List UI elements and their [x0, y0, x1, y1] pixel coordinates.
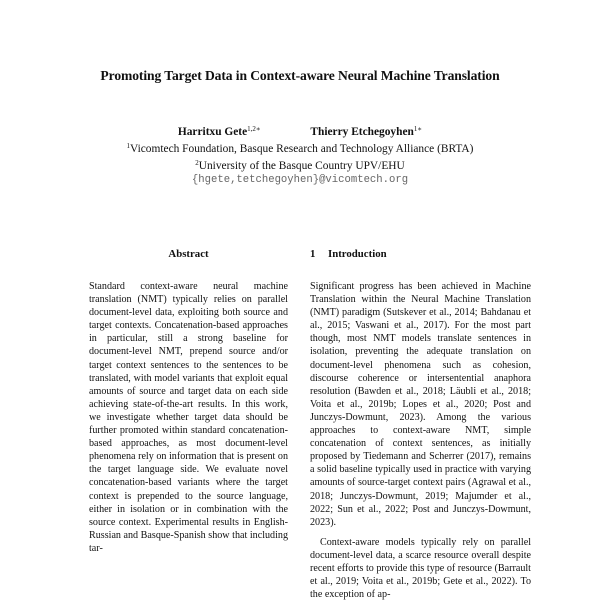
- paragraph: Context-aware models typically rely on parallel document-level data, a scarce resource overall despite recent efforts to provide this type of resource (Barrault et al., 2019; Voita et al., 2019b; Gete et al., 2022). To the exception of ap-: [310, 536, 531, 600]
- section-number: 1: [310, 248, 316, 260]
- author-affil-mark: 1∗: [413, 125, 423, 133]
- author-name: Thierry Etchegoyhen: [310, 126, 414, 138]
- author-names: [0, 122, 600, 139]
- abstract-text: Standard context-aware neural machine translation (NMT) typically relies on parallel document-level data, exploiting both source and target contexts. Concatenation-based approaches in particular, still a strong baseline for document-level NMT, prepend source and/or target context sentences to the sentences to be translated, with model variants that exploit equal amounts of source and target data on each side achieving state-of-the-art results. In this work, we investigate whether target data should be further promoted within standard concatenation-based approaches, as most document-level phenomena rely on information that is present on the target language side. We evaluate novel concatenation-based variants where the target context is prepended to the source language, either in isolation or in combination with the source context. Experimental results in English-Russian and Basque-Spanish show that including tar-: [89, 281, 288, 554]
- affiliation-line: [0, 139, 600, 156]
- affiliation-text: Vicomtech Foundation, Basque Research and Technology Alliance (BRTA): [130, 143, 474, 155]
- affiliation-text: University of the Basque Country UPV/EHU: [198, 160, 405, 172]
- affiliation-mark: 1: [126, 142, 131, 150]
- abstract-heading: Abstract: [168, 248, 209, 260]
- paper-title: Promoting Target Data in Context-aware Neural Machine Translation: [100, 68, 500, 83]
- section-heading: [310, 248, 387, 260]
- section-title: Introduction: [328, 248, 387, 260]
- affiliation-mark: 2: [195, 159, 199, 167]
- introduction-body: [310, 280, 531, 600]
- author-affil-mark: 1,2∗: [247, 125, 261, 133]
- author-block: [0, 122, 600, 187]
- paragraph: Significant progress has been achieved in Machine Translation within the Neural Machine Translation (NMT) paradigm (Sutskever et al., 2014; Bahdanau et al., 2015; Vaswani et al., 2017). For the most part though, most NMT models translate sentences in isolation, preventing the adequate translation on document-level phenomena such as cohesion, discourse coherence or intersentential anaphora resolution (Bawden et al., 2018; Läubli et al., 2018; Voita et al., 2019b; Lopes et al., 2020; Post and Junczys-Dowmunt, 2023). Among the various approaches to context-aware NMT, simple concatenation of context sentences, as initially proposed by Tiedemann and Scherrer (2017), remains a solid baseline typically used in practice with varying amounts of source-target context pairs (Agrawal et al., 2018; Junczys-Dowmunt, 2019; Majumder et al., 2022; Sun et al., 2022; Post and Junczys-Dowmunt, 2023).: [310, 281, 531, 528]
- author-name: Harritxu Gete: [177, 126, 248, 138]
- author-email: {hgete,tetchegoyhen}@vicomtech.org: [191, 174, 409, 186]
- affiliation-line: [0, 156, 600, 173]
